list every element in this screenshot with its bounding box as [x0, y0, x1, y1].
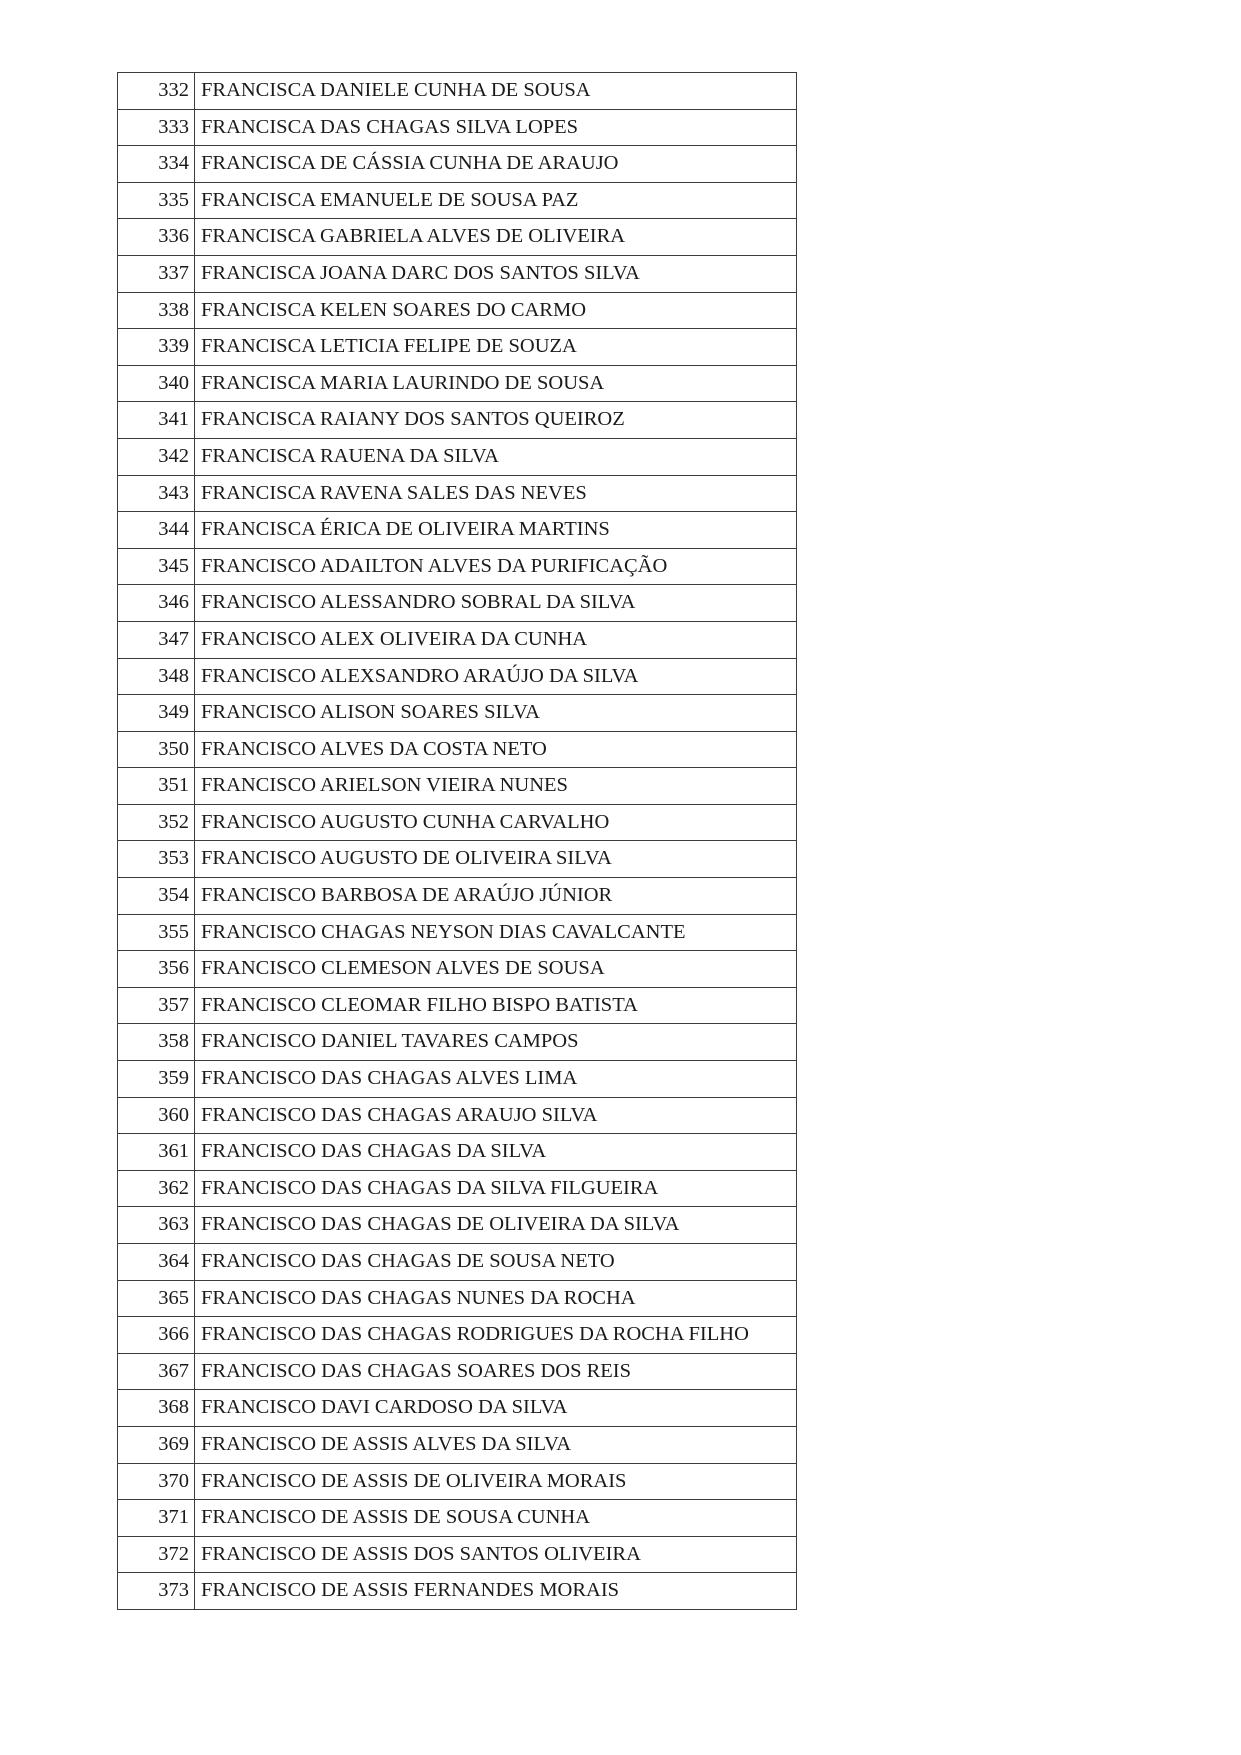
row-number: 360	[118, 1097, 195, 1134]
names-table-body	[118, 73, 797, 1610]
row-number: 368	[118, 1390, 195, 1427]
row-number: 365	[118, 1280, 195, 1317]
person-name: FRANCISCO BARBOSA DE ARAÚJO JÚNIOR	[195, 878, 797, 915]
person-name: FRANCISCO DE ASSIS ALVES DA SILVA	[195, 1426, 797, 1463]
table-row	[118, 182, 797, 219]
row-number: 337	[118, 255, 195, 292]
table-row	[118, 1390, 797, 1427]
row-number: 372	[118, 1536, 195, 1573]
table-row	[118, 695, 797, 732]
table-row	[118, 1426, 797, 1463]
row-number: 351	[118, 768, 195, 805]
person-name: FRANCISCO DANIEL TAVARES CAMPOS	[195, 1024, 797, 1061]
table-row	[118, 402, 797, 439]
table-row	[118, 1170, 797, 1207]
table-row	[118, 365, 797, 402]
row-number: 371	[118, 1500, 195, 1537]
row-number: 343	[118, 475, 195, 512]
row-number: 370	[118, 1463, 195, 1500]
table-row	[118, 987, 797, 1024]
person-name: FRANCISCO ADAILTON ALVES DA PURIFICAÇÃO	[195, 548, 797, 585]
person-name: FRANCISCA GABRIELA ALVES DE OLIVEIRA	[195, 219, 797, 256]
table-row	[118, 1573, 797, 1610]
table-row	[118, 1244, 797, 1281]
table-row	[118, 585, 797, 622]
person-name: FRANCISCO ARIELSON VIEIRA NUNES	[195, 768, 797, 805]
row-number: 366	[118, 1317, 195, 1354]
person-name: FRANCISCO CLEMESON ALVES DE SOUSA	[195, 951, 797, 988]
table-row	[118, 878, 797, 915]
person-name: FRANCISCO DAS CHAGAS SOARES DOS REIS	[195, 1353, 797, 1390]
table-row	[118, 438, 797, 475]
table-row	[118, 255, 797, 292]
table-row	[118, 475, 797, 512]
person-name: FRANCISCO ALEXSANDRO ARAÚJO DA SILVA	[195, 658, 797, 695]
person-name: FRANCISCA KELEN SOARES DO CARMO	[195, 292, 797, 329]
row-number: 353	[118, 841, 195, 878]
table-row	[118, 621, 797, 658]
table-row	[118, 73, 797, 110]
table-row	[118, 1024, 797, 1061]
person-name: FRANCISCO DAS CHAGAS ARAUJO SILVA	[195, 1097, 797, 1134]
person-name: FRANCISCA JOANA DARC DOS SANTOS SILVA	[195, 255, 797, 292]
row-number: 348	[118, 658, 195, 695]
person-name: FRANCISCA ÉRICA DE OLIVEIRA MARTINS	[195, 512, 797, 549]
person-name: FRANCISCO DAS CHAGAS DA SILVA FILGUEIRA	[195, 1170, 797, 1207]
table-row	[118, 951, 797, 988]
person-name: FRANCISCA DANIELE CUNHA DE SOUSA	[195, 73, 797, 110]
table-row	[118, 731, 797, 768]
table-row	[118, 512, 797, 549]
table-row	[118, 1280, 797, 1317]
table-row	[118, 804, 797, 841]
row-number: 356	[118, 951, 195, 988]
person-name: FRANCISCA LETICIA FELIPE DE SOUZA	[195, 329, 797, 366]
table-row	[118, 292, 797, 329]
person-name: FRANCISCA EMANUELE DE SOUSA PAZ	[195, 182, 797, 219]
row-number: 347	[118, 621, 195, 658]
person-name: FRANCISCO AUGUSTO CUNHA CARVALHO	[195, 804, 797, 841]
table-row	[118, 1061, 797, 1098]
table-row	[118, 768, 797, 805]
row-number: 350	[118, 731, 195, 768]
row-number: 355	[118, 914, 195, 951]
row-number: 373	[118, 1573, 195, 1610]
row-number: 358	[118, 1024, 195, 1061]
row-number: 333	[118, 109, 195, 146]
row-number: 340	[118, 365, 195, 402]
table-row	[118, 1353, 797, 1390]
table-row	[118, 1463, 797, 1500]
table-row	[118, 329, 797, 366]
person-name: FRANCISCA RAIANY DOS SANTOS QUEIROZ	[195, 402, 797, 439]
row-number: 349	[118, 695, 195, 732]
row-number: 342	[118, 438, 195, 475]
person-name: FRANCISCO DAS CHAGAS ALVES LIMA	[195, 1061, 797, 1098]
row-number: 354	[118, 878, 195, 915]
person-name: FRANCISCO ALESSANDRO SOBRAL DA SILVA	[195, 585, 797, 622]
row-number: 359	[118, 1061, 195, 1098]
person-name: FRANCISCA DAS CHAGAS SILVA LOPES	[195, 109, 797, 146]
table-row	[118, 841, 797, 878]
table-row	[118, 146, 797, 183]
table-row	[118, 219, 797, 256]
table-row	[118, 658, 797, 695]
person-name: FRANCISCO ALISON SOARES SILVA	[195, 695, 797, 732]
row-number: 357	[118, 987, 195, 1024]
table-row	[118, 1317, 797, 1354]
row-number: 345	[118, 548, 195, 585]
row-number: 364	[118, 1244, 195, 1281]
row-number: 341	[118, 402, 195, 439]
person-name: FRANCISCO ALVES DA COSTA NETO	[195, 731, 797, 768]
names-table	[117, 72, 797, 1610]
table-row	[118, 1134, 797, 1171]
row-number: 338	[118, 292, 195, 329]
row-number: 344	[118, 512, 195, 549]
row-number: 335	[118, 182, 195, 219]
person-name: FRANCISCO DE ASSIS DE SOUSA CUNHA	[195, 1500, 797, 1537]
table-row	[118, 1097, 797, 1134]
person-name: FRANCISCO AUGUSTO DE OLIVEIRA SILVA	[195, 841, 797, 878]
person-name: FRANCISCO DAS CHAGAS DE OLIVEIRA DA SILVA	[195, 1207, 797, 1244]
table-row	[118, 548, 797, 585]
table-row	[118, 109, 797, 146]
row-number: 361	[118, 1134, 195, 1171]
person-name: FRANCISCA RAUENA DA SILVA	[195, 438, 797, 475]
person-name: FRANCISCO DAS CHAGAS NUNES DA ROCHA	[195, 1280, 797, 1317]
row-number: 336	[118, 219, 195, 256]
person-name: FRANCISCO DAS CHAGAS DE SOUSA NETO	[195, 1244, 797, 1281]
table-row	[118, 914, 797, 951]
person-name: FRANCISCO DE ASSIS DE OLIVEIRA MORAIS	[195, 1463, 797, 1500]
person-name: FRANCISCA MARIA LAURINDO DE SOUSA	[195, 365, 797, 402]
person-name: FRANCISCA RAVENA SALES DAS NEVES	[195, 475, 797, 512]
table-row	[118, 1536, 797, 1573]
row-number: 362	[118, 1170, 195, 1207]
person-name: FRANCISCO DE ASSIS DOS SANTOS OLIVEIRA	[195, 1536, 797, 1573]
row-number: 363	[118, 1207, 195, 1244]
row-number: 352	[118, 804, 195, 841]
row-number: 339	[118, 329, 195, 366]
row-number: 367	[118, 1353, 195, 1390]
person-name: FRANCISCO CHAGAS NEYSON DIAS CAVALCANTE	[195, 914, 797, 951]
person-name: FRANCISCA DE CÁSSIA CUNHA DE ARAUJO	[195, 146, 797, 183]
person-name: FRANCISCO DAS CHAGAS DA SILVA	[195, 1134, 797, 1171]
person-name: FRANCISCO DE ASSIS FERNANDES MORAIS	[195, 1573, 797, 1610]
person-name: FRANCISCO CLEOMAR FILHO BISPO BATISTA	[195, 987, 797, 1024]
row-number: 369	[118, 1426, 195, 1463]
person-name: FRANCISCO DAS CHAGAS RODRIGUES DA ROCHA FILHO	[195, 1317, 797, 1354]
table-row	[118, 1207, 797, 1244]
person-name: FRANCISCO DAVI CARDOSO DA SILVA	[195, 1390, 797, 1427]
row-number: 334	[118, 146, 195, 183]
row-number: 346	[118, 585, 195, 622]
person-name: FRANCISCO ALEX OLIVEIRA DA CUNHA	[195, 621, 797, 658]
row-number: 332	[118, 73, 195, 110]
table-row	[118, 1500, 797, 1537]
